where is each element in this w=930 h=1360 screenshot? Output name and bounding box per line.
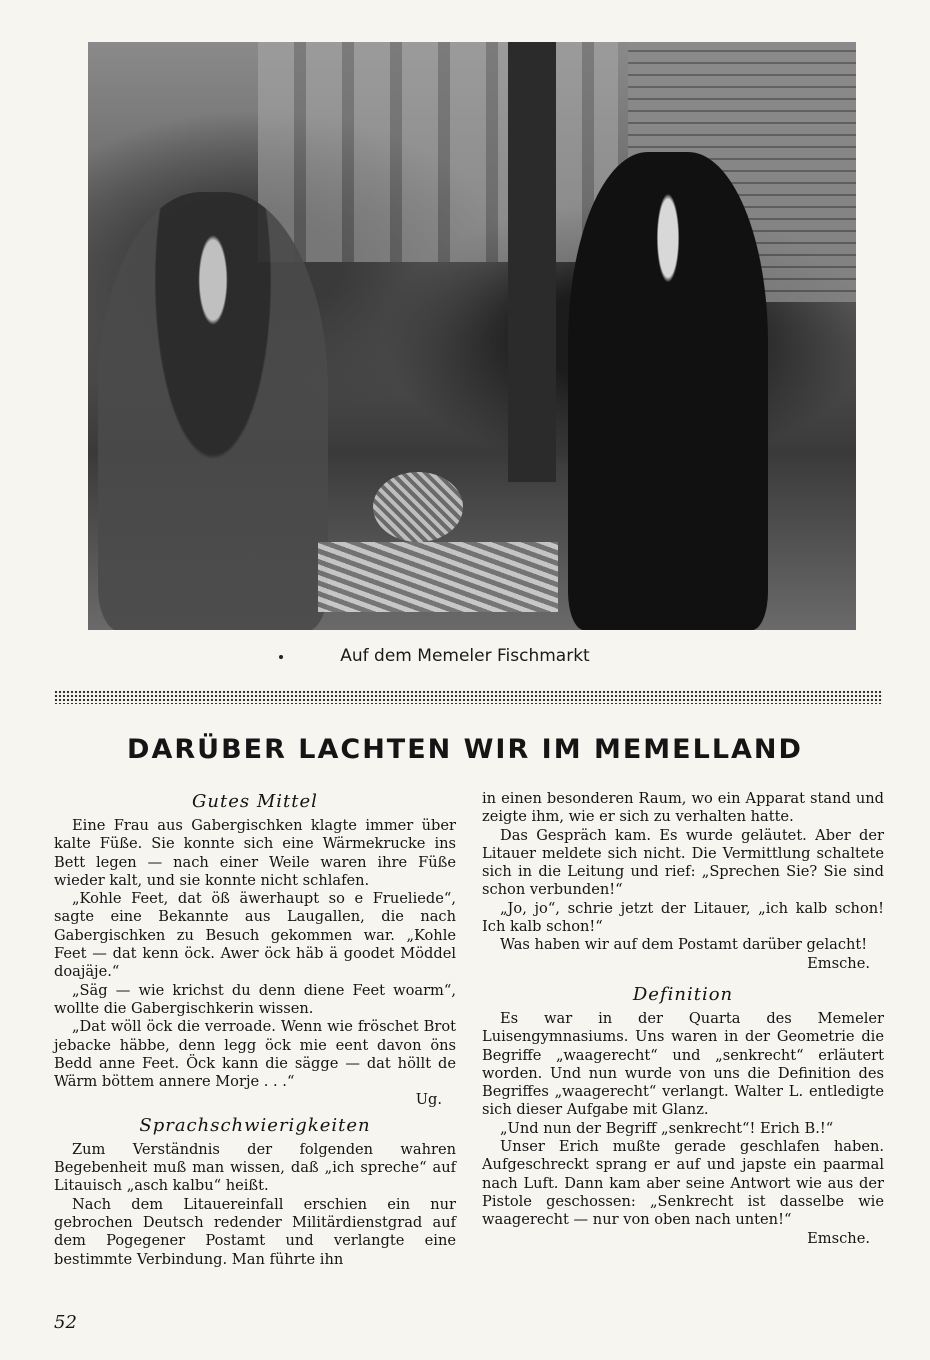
signature: Ug. bbox=[415, 1091, 442, 1109]
paragraph: Nach dem Litauereinfall erschien ein nur gebrochen Deutsch redender Militärdienstgrad auf dem Pogegener Postamt und verlangte eine bestimmte Verbindung. Man führte ihn bbox=[54, 1195, 456, 1268]
photo-fishwife-figure bbox=[98, 192, 328, 630]
page-number: 52 bbox=[54, 1312, 77, 1333]
paragraph: „Jo, jo“, schrie jetzt der Litauer, „ich kalb schon! Ich kalb schon!“ bbox=[482, 899, 884, 936]
paragraph: „Dat wöll öck die verroade. Wenn wie fröschet Brot jebacke häbbe, denn legg öck mie eent davon öns Bedd anne Feet. Öck kann die sägge — dat höllt de Wärm böttem annere Morje . . .“ bbox=[54, 1018, 456, 1091]
paragraph: „Und nun der Begriff „senkrecht“! Erich B.!“ bbox=[500, 1119, 834, 1137]
photo-pillar bbox=[508, 42, 556, 482]
photo-fish-pile bbox=[318, 542, 558, 612]
signature: Emsche. bbox=[807, 1229, 870, 1247]
market-photo bbox=[88, 42, 856, 630]
signature: Emsche. bbox=[807, 954, 870, 972]
section-title-sprachschwierigkeiten: Sprachschwierigkeiten bbox=[139, 1114, 371, 1136]
right-column bbox=[482, 790, 884, 1248]
section-title-gutes-mittel: Gutes Mittel bbox=[192, 791, 318, 812]
paragraph: Was haben wir auf dem Postamt darüber gelacht! bbox=[500, 936, 868, 954]
paragraph: „Kohle Feet, dat öß äwerhaupt so e Frueliede“, sagte eine Bekannte aus Laugallen, die nach Gabergischken zu Besuch gekommen war. „Kohle Feet — dat kenn öck. Awer öck häb ä goodet Möddel doajäje.“ bbox=[54, 890, 456, 981]
dotted-divider bbox=[54, 690, 883, 704]
photo-caption: Auf dem Memeler Fischmarkt bbox=[340, 646, 590, 666]
paragraph: Es war in der Quarta des Memeler Luisengymnasiums. Uns waren in der Geometrie die Begriffe „waagerecht“ und „senkrecht“ erläutert worden. Und nun wurde von uns die Definition des Begriffes „waagerecht“ verlangt. Walter L. entledigte sich dieser Aufgabe mit Glanz. bbox=[482, 1009, 884, 1119]
section-title-definition: Definition bbox=[632, 983, 734, 1005]
paragraph: Unser Erich mußte gerade geschlafen haben. Aufgeschreckt sprang er auf und japste ein paarmal nach Luft. Dann kam aber seine Antwort wie aus der Pistole geschossen: „Senkrecht ist dasselbe wie waagerecht — nur von oben nach unten!“ bbox=[482, 1138, 884, 1229]
photo-basket bbox=[373, 472, 463, 542]
paragraph: „Säg — wie krichst du denn diene Feet woarm“, wollte die Gabergischkerin wissen. bbox=[54, 981, 456, 1017]
paragraph-continuation: in einen besonderen Raum, wo ein Apparat stand und zeigte ihm, wie er sich zu verhalten hatte. bbox=[482, 790, 884, 826]
photo-building-wall bbox=[258, 42, 618, 262]
paragraph: Eine Frau aus Gabergischken klagte immer über kalte Füße. Sie konnte sich eine Wärmekrucke ins Bett legen — nach einer Weile waren ihre Füße wieder kalt, und sie konnte nicht schlafen. bbox=[54, 817, 456, 889]
left-column bbox=[54, 790, 456, 1269]
paragraph: Zum Verständnis der folgenden wahren Begebenheit muß man wissen, daß „ich spreche“ auf Litauisch „asch kalbu“ heißt. bbox=[54, 1140, 456, 1195]
paragraph: Das Gespräch kam. Es wurde geläutet. Aber der Litauer meldete sich nicht. Die Vermittlung schaltete sich in die Leitung und rief: „Sprechen Sie? Sie sind schon verbunden!“ bbox=[482, 826, 884, 899]
photo-soldier-figure bbox=[568, 152, 768, 630]
page-headline: DARÜBER LACHTEN WIR IM MEMELLAND bbox=[127, 734, 803, 765]
